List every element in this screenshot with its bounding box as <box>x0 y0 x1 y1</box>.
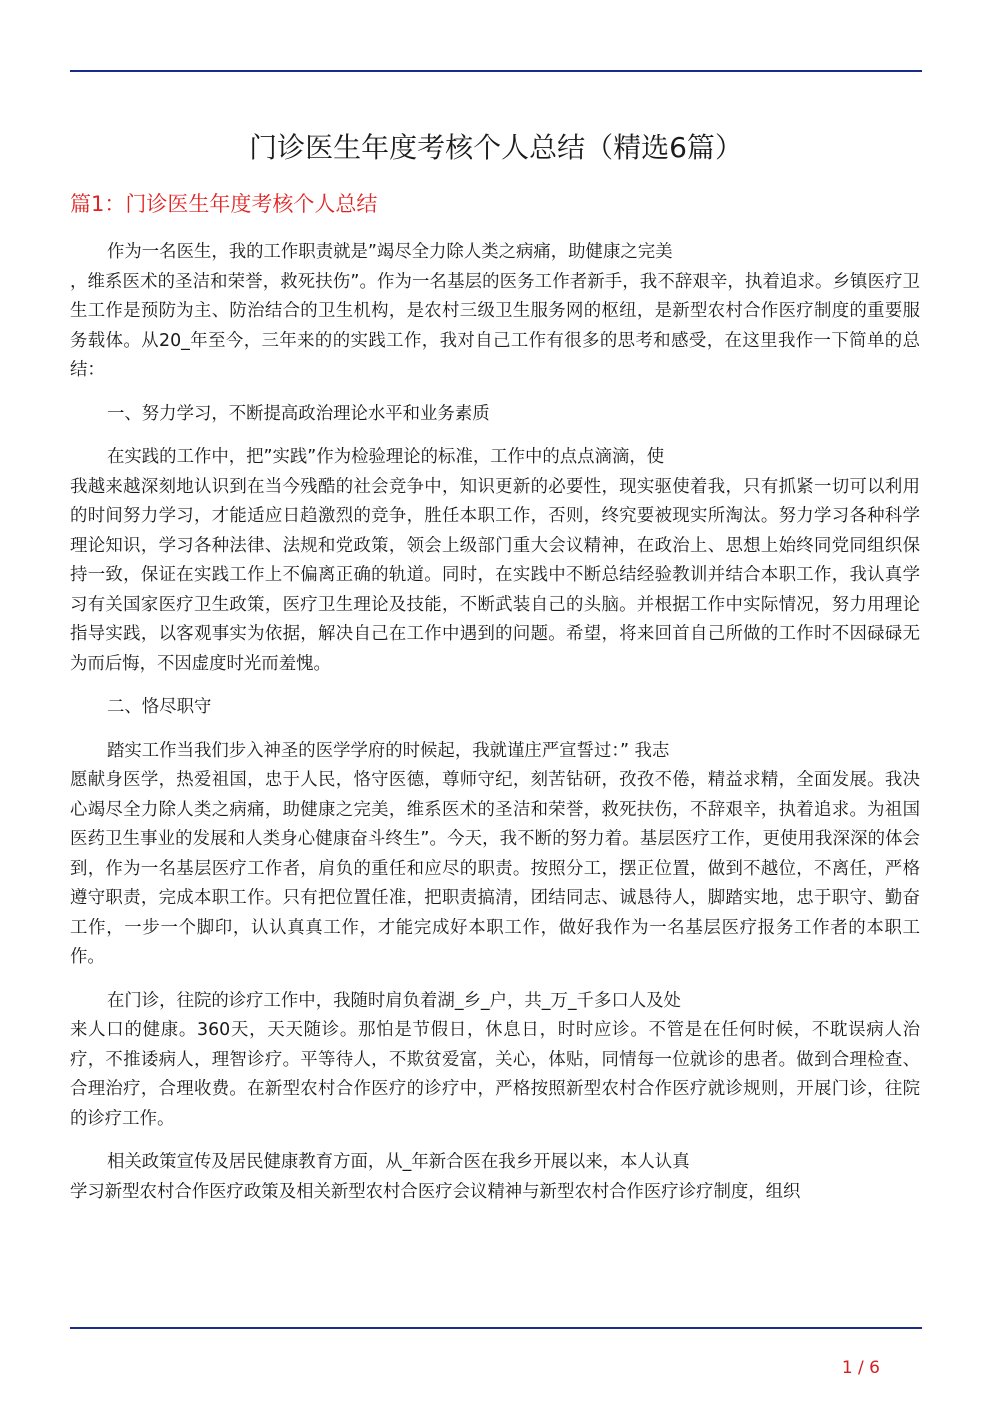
paragraph-4-rest: 来人口的健康。360天，天天随诊。那怕是节假日，休息日，时时应诊。不管是在任何时候，不耽误病人治疗，不推诿病人，理智诊疗。平等待人，不欺贫爱富，关心，体贴，同情每一位就诊的患者。做到合理检查、合理治疗，合理收费。在新型农村合作医疗的诊疗中，严格按照新型农村合作医疗就诊规则，开展门诊，往院的诊疗工作。 <box>70 1020 920 1129</box>
paragraph-1 <box>70 238 920 386</box>
paragraph-2 <box>70 443 920 679</box>
document-body <box>70 238 920 1221</box>
paragraph-5-rest: 学习新型农村合作医疗政策及相关新型农村合医疗会议精神与新型农村合作医疗诊疗制度，组织 <box>70 1181 801 1202</box>
heading-2: 二、恪尽职守 <box>107 697 212 717</box>
paragraph-3-rest: 愿献身医学，热爱祖国，忠于人民，恪守医德，尊师守纪，刻苦钻研，孜孜不倦，精益求精，全面发展。我决心竭尽全力除人类之病痛，助健康之完美，维系医术的圣洁和荣誉，救死扶伤，不辞艰辛，执着追求。为祖国医药卫生事业的发展和人类身心健康奋斗终生”。今天，我不断的努力着。基层医疗工作，更使用我深深的体会到，作为一名基层医疗工作者，肩负的重任和应尽的职责。按照分工，摆正位置，做到不越位，不离任，严格遵守职责，完成本职工作。只有把位置任准，把职责搞清，团结同志、诚恳待人，脚踏实地，忠于职守、勤奋工作，一步一个脚印，认认真真工作，才能完成好本职工作，做好我作为一名基层医疗报务工作者的本职工作。 <box>70 770 920 967</box>
heading-1: 一、努力学习，不断提高政治理论水平和业务素质 <box>107 403 490 424</box>
paragraph-4-first-line: 在门诊，往院的诊疗工作中，我随时肩负着湖_乡_户，共_万_千多口人及处 <box>107 990 681 1011</box>
page-number: 1 / 6 <box>841 1358 880 1378</box>
paragraph-5-first-line: 相关政策宣传及居民健康教育方面，从_年新合医在我乡开展以来，本人认真 <box>107 1152 690 1172</box>
paragraph-5 <box>70 1148 920 1207</box>
paragraph-1-rest: ，维系医术的圣洁和荣誉，救死扶伤”。作为一名基层的医务工作者新手，我不辞艰辛，执着追求。乡镇医疗卫生工作是预防为主、防治结合的卫生机构，是农村三级卫生服务网的枢纽，是新型农村合作医疗制度的重要服务载体。从20_年至今，三年来的的实践工作，我对自己工作有很多的思考和感受，在这里我作一下简单的总结： <box>70 271 920 380</box>
paragraph-3-first-line: 踏实工作当我们步入神圣的医学学府的时候起，我就谨庄严宣誓过：” 我志 <box>107 740 670 761</box>
footer-rule <box>70 1327 922 1329</box>
paragraph-2-rest: 我越来越深刻地认识到在当今残酷的社会竞争中，知识更新的必要性，现实驱使着我，只有抓紧一切可以利用的时间努力学习，才能适应日趋激烈的竞争，胜任本职工作，否则，终究要被现实所淘汰。努力学习各种科学理论知识，学习各种法律、法规和党政策，领会上级部门重大会议精神，在政治上、思想上始终同党同组织保持一致，保证在实践工作上不偏离正确的轨道。同时，在实践中不断总结经验教训并结合本职工作，我认真学习有关国家医疗卫生政策，医疗卫生理论及技能，不断武装自己的头脑。并根据工作中实际情况，努力用理论指导实践，以客观事实为依据，解决自己在工作中遇到的问题。希望，将来回首自己所做的工作时不因碌碌无为而后悔，不因虚度时光而羞愧。 <box>70 476 920 674</box>
paragraph-4 <box>70 987 920 1135</box>
paragraph-2-first-line: 在实践的工作中，把”实践”作为检验理论的标准，工作中的点点滴滴，使 <box>107 447 665 467</box>
section-title: 篇1：门诊医生年度考核个人总结 <box>70 192 378 216</box>
paragraph-1-first-line: 作为一名医生，我的工作职责就是”竭尽全力除人类之病痛，助健康之完美 <box>107 242 673 262</box>
document-title: 门诊医生年度考核个人总结（精选6篇） <box>249 131 743 164</box>
header-rule <box>70 70 922 72</box>
paragraph-3 <box>70 737 920 973</box>
